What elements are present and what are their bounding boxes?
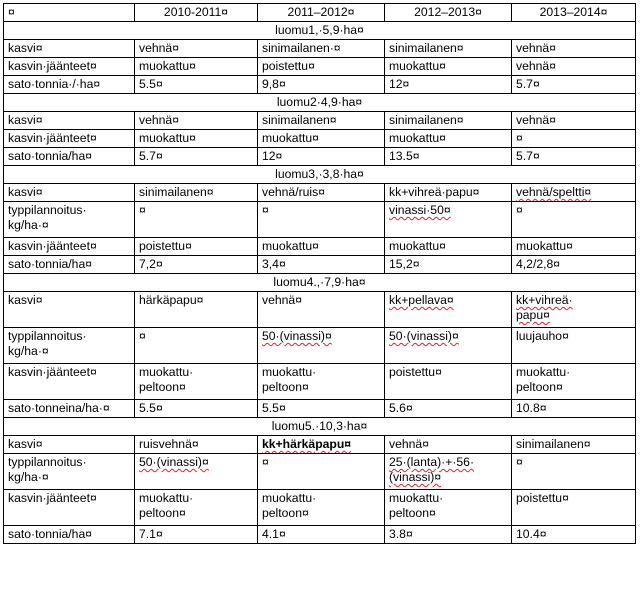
value-cell: [258, 328, 385, 364]
section-title: luomu1,·5,9·ha¤: [4, 22, 636, 40]
row-label-cell: [4, 112, 135, 130]
cell-text: 15,2¤: [389, 257, 420, 271]
cell-text: luujauho¤: [516, 329, 569, 343]
value-cell: [258, 148, 385, 166]
value-cell: [512, 526, 636, 544]
value-cell: [135, 256, 258, 274]
cell-text: vehnä¤: [262, 293, 302, 307]
cell-text: sinimailanen¤: [262, 113, 337, 127]
table-row: [4, 130, 636, 148]
value-cell: [385, 526, 512, 544]
value-cell: [385, 490, 512, 526]
cell-text: härkäpapu¤: [139, 293, 204, 307]
cell-text: ¤: [516, 131, 523, 145]
value-cell: [135, 526, 258, 544]
value-cell: [258, 400, 385, 418]
cell-text: 50·(vinassi)¤: [389, 329, 459, 343]
cell-text: ¤: [262, 455, 269, 469]
value-cell: [385, 364, 512, 400]
table-row: [4, 490, 636, 526]
cell-text: vehnä¤: [139, 41, 179, 55]
value-cell: [512, 76, 636, 94]
table-row: [4, 202, 636, 238]
value-cell: [512, 292, 636, 328]
table-row: [4, 400, 636, 418]
cell-text: vehnä¤: [389, 437, 429, 451]
table-row: [4, 292, 636, 328]
value-cell: [512, 58, 636, 76]
value-cell: [385, 112, 512, 130]
cell-text: kasvi¤: [8, 293, 43, 307]
value-cell: [258, 112, 385, 130]
value-cell: [258, 130, 385, 148]
row-label-cell: [4, 400, 135, 418]
value-cell: [258, 292, 385, 328]
value-cell: [385, 454, 512, 490]
cell-text: muokattu¤: [139, 131, 196, 145]
cell-text: kasvi¤: [8, 437, 43, 451]
cell-text: vinassi·50¤: [389, 203, 451, 217]
value-cell: [258, 256, 385, 274]
value-cell: [135, 328, 258, 364]
header-cell-year: 2010-2011¤: [135, 4, 258, 22]
cell-text: kasvin·jäänteet¤: [8, 239, 97, 253]
header-cell-year: 2012–2013¤: [385, 4, 512, 22]
table-row: [4, 58, 636, 76]
table-row: [4, 184, 636, 202]
section-title-row: [4, 418, 636, 436]
value-cell: [385, 436, 512, 454]
value-cell: [512, 40, 636, 58]
value-cell: [385, 148, 512, 166]
value-cell: [258, 184, 385, 202]
value-cell: [258, 76, 385, 94]
value-cell: [258, 58, 385, 76]
cell-text: poistettu¤: [389, 365, 442, 379]
value-cell: [258, 202, 385, 238]
table-row: [4, 436, 636, 454]
section-title: luomu4.,·7,9·ha¤: [4, 274, 636, 292]
row-label-cell: [4, 256, 135, 274]
cell-text: muokattu¤: [389, 131, 446, 145]
cell-text: kk+vihreä· papu¤: [516, 293, 573, 322]
cell-text: vehnä¤: [516, 113, 556, 127]
cell-text: sinimailanen¤: [139, 185, 214, 199]
cell-text: 7.1¤: [139, 527, 163, 541]
cell-text: 5.5¤: [139, 401, 163, 415]
section-title-row: [4, 274, 636, 292]
cell-text: typpilannoitus· kg/ha·¤: [8, 329, 87, 358]
value-cell: [385, 58, 512, 76]
cell-text: ¤: [516, 203, 523, 217]
value-cell: [135, 76, 258, 94]
value-cell: [512, 364, 636, 400]
value-cell: [385, 76, 512, 94]
cell-text: muokattu¤: [262, 131, 319, 145]
cell-text: ¤: [139, 329, 146, 343]
cell-text: muokattu· peltoon¤: [139, 491, 194, 520]
table-row: [4, 454, 636, 490]
cell-text: 5.5¤: [139, 77, 163, 91]
row-label-cell: [4, 526, 135, 544]
cell-text: typpilannoitus· kg/ha·¤: [8, 455, 87, 484]
table-row: [4, 238, 636, 256]
cell-text: 5.7¤: [139, 149, 163, 163]
cell-text: 25·(lanta)·+·56· (vinassi)¤: [389, 455, 475, 484]
value-cell: [385, 184, 512, 202]
cell-text: 10.4¤: [516, 527, 547, 541]
value-cell: [512, 238, 636, 256]
value-cell: [135, 58, 258, 76]
cell-text: 3,4¤: [262, 257, 286, 271]
row-label-cell: [4, 238, 135, 256]
cell-text: vehnä¤: [516, 59, 556, 73]
table-row: [4, 328, 636, 364]
value-cell: [512, 436, 636, 454]
table-row: [4, 256, 636, 274]
cell-text: muokattu¤: [389, 59, 446, 73]
value-cell: [385, 40, 512, 58]
row-label-cell: [4, 202, 135, 238]
row-label-cell: [4, 292, 135, 328]
cell-text: kasvin·jäänteet¤: [8, 59, 97, 73]
value-cell: [135, 112, 258, 130]
table-row: [4, 112, 636, 130]
table-row: [4, 526, 636, 544]
cell-text: ruisvehnä¤: [139, 437, 199, 451]
value-cell: [512, 454, 636, 490]
cell-text: sinimailanen·¤: [262, 41, 341, 55]
cell-text: poistettu¤: [516, 491, 569, 505]
cell-text: kasvi¤: [8, 41, 43, 55]
cell-text: vehnä/ruis¤: [262, 185, 326, 199]
cell-text: sato·tonnia·/·ha¤: [8, 77, 101, 91]
cell-text: sinimailanen¤: [389, 113, 464, 127]
cell-text: 7,2¤: [139, 257, 163, 271]
cell-text: poistettu¤: [139, 239, 192, 253]
cell-text: vehnä/speltti¤: [516, 185, 592, 199]
value-cell: [135, 40, 258, 58]
value-cell: [258, 436, 385, 454]
cell-text: kasvi¤: [8, 113, 43, 127]
value-cell: [385, 130, 512, 148]
cell-text: kk+pellava¤: [389, 293, 454, 307]
cell-text: 9,8¤: [262, 77, 286, 91]
value-cell: [512, 400, 636, 418]
row-label-cell: [4, 184, 135, 202]
value-cell: [135, 148, 258, 166]
cell-text: vehnä¤: [516, 41, 556, 55]
value-cell: [385, 256, 512, 274]
value-cell: [512, 112, 636, 130]
cell-text: 3.8¤: [389, 527, 413, 541]
value-cell: [135, 130, 258, 148]
header-cell-corner: ¤: [4, 4, 135, 22]
value-cell: [258, 364, 385, 400]
cell-text: ¤: [516, 455, 523, 469]
section-title-row: [4, 94, 636, 112]
cell-text: kk+vihreä·papu¤: [389, 185, 480, 199]
cell-text: sinimailanen¤: [389, 41, 464, 55]
row-label-cell: [4, 148, 135, 166]
value-cell: [512, 184, 636, 202]
value-cell: [135, 436, 258, 454]
cell-text: 5.6¤: [389, 401, 413, 415]
value-cell: [135, 202, 258, 238]
table-row: [4, 148, 636, 166]
cell-text: muokattu· peltoon¤: [516, 365, 571, 394]
value-cell: [135, 364, 258, 400]
cell-text: 5.5¤: [262, 401, 286, 415]
row-label-cell: [4, 364, 135, 400]
cell-text: sato·tonneina/ha·¤: [8, 401, 110, 415]
cell-text: kasvin·jäänteet¤: [8, 365, 97, 379]
value-cell: [512, 202, 636, 238]
crop-rotation-table: [3, 3, 636, 544]
value-cell: [512, 328, 636, 364]
cell-text: kasvin·jäänteet¤: [8, 491, 97, 505]
cell-text: typpilannoitus· kg/ha·¤: [8, 203, 87, 232]
row-label-cell: [4, 40, 135, 58]
row-label-cell: [4, 58, 135, 76]
cell-text: sato·tonnia/ha¤: [8, 527, 93, 541]
cell-text: 5.7¤: [516, 77, 540, 91]
cell-text: poistettu¤: [262, 59, 315, 73]
cell-text: muokattu¤: [389, 239, 446, 253]
cell-text: kasvi¤: [8, 185, 43, 199]
value-cell: [135, 400, 258, 418]
value-cell: [512, 148, 636, 166]
value-cell: [385, 292, 512, 328]
cell-text: 4,2/2,8¤: [516, 257, 561, 271]
section-title-row: [4, 22, 636, 40]
value-cell: [258, 40, 385, 58]
cell-text: sato·tonnia/ha¤: [8, 257, 93, 271]
section-title-row: [4, 166, 636, 184]
cell-text: 50·(vinassi)¤: [139, 455, 209, 469]
row-label-cell: [4, 76, 135, 94]
cell-text: ¤: [262, 203, 269, 217]
value-cell: [135, 490, 258, 526]
value-cell: [385, 328, 512, 364]
section-title: luomu2·4,9·ha¤: [4, 94, 636, 112]
table-row: [4, 40, 636, 58]
value-cell: [258, 238, 385, 256]
cell-text: 12¤: [389, 77, 410, 91]
cell-text: ¤: [139, 203, 146, 217]
cell-text: muokattu· peltoon¤: [262, 365, 317, 394]
value-cell: [512, 130, 636, 148]
value-cell: [385, 202, 512, 238]
section-title: luomu3,·3,8·ha¤: [4, 166, 636, 184]
cell-text: 50·(vinassi)¤: [262, 329, 332, 343]
row-label-cell: [4, 328, 135, 364]
row-label-cell: [4, 436, 135, 454]
header-cell-year: 2011–2012¤: [258, 4, 385, 22]
cell-text: 10.8¤: [516, 401, 547, 415]
cell-text: sato·tonnia/ha¤: [8, 149, 93, 163]
value-cell: [258, 490, 385, 526]
cell-text: vehnä¤: [139, 113, 179, 127]
cell-text: sinimailanen¤: [516, 437, 591, 451]
header-cell-year: 2013–2014¤: [512, 4, 636, 22]
value-cell: [258, 454, 385, 490]
cell-text: 4.1¤: [262, 527, 286, 541]
header-row: [4, 4, 636, 22]
section-title: luomu5.·10,3·ha¤: [4, 418, 636, 436]
cell-text: kk+härkäpapu¤: [262, 437, 352, 451]
row-label-cell: [4, 130, 135, 148]
value-cell: [385, 400, 512, 418]
cell-text: kasvin·jäänteet¤: [8, 131, 97, 145]
row-label-cell: [4, 454, 135, 490]
cell-text: muokattu¤: [139, 59, 196, 73]
value-cell: [512, 490, 636, 526]
table-row: [4, 76, 636, 94]
value-cell: [385, 238, 512, 256]
cell-text: 5.7¤: [516, 149, 540, 163]
value-cell: [135, 184, 258, 202]
value-cell: [135, 454, 258, 490]
cell-text: 12¤: [262, 149, 283, 163]
cell-text: muokattu· peltoon¤: [139, 365, 194, 394]
value-cell: [135, 292, 258, 328]
cell-text: muokattu· peltoon¤: [262, 491, 317, 520]
cell-text: muokattu¤: [262, 239, 319, 253]
cell-text: muokattu· peltoon¤: [389, 491, 444, 520]
value-cell: [258, 526, 385, 544]
value-cell: [135, 238, 258, 256]
table-row: [4, 364, 636, 400]
cell-text: muokattu¤: [516, 239, 573, 253]
cell-text: 13.5¤: [389, 149, 420, 163]
row-label-cell: [4, 490, 135, 526]
value-cell: [512, 256, 636, 274]
